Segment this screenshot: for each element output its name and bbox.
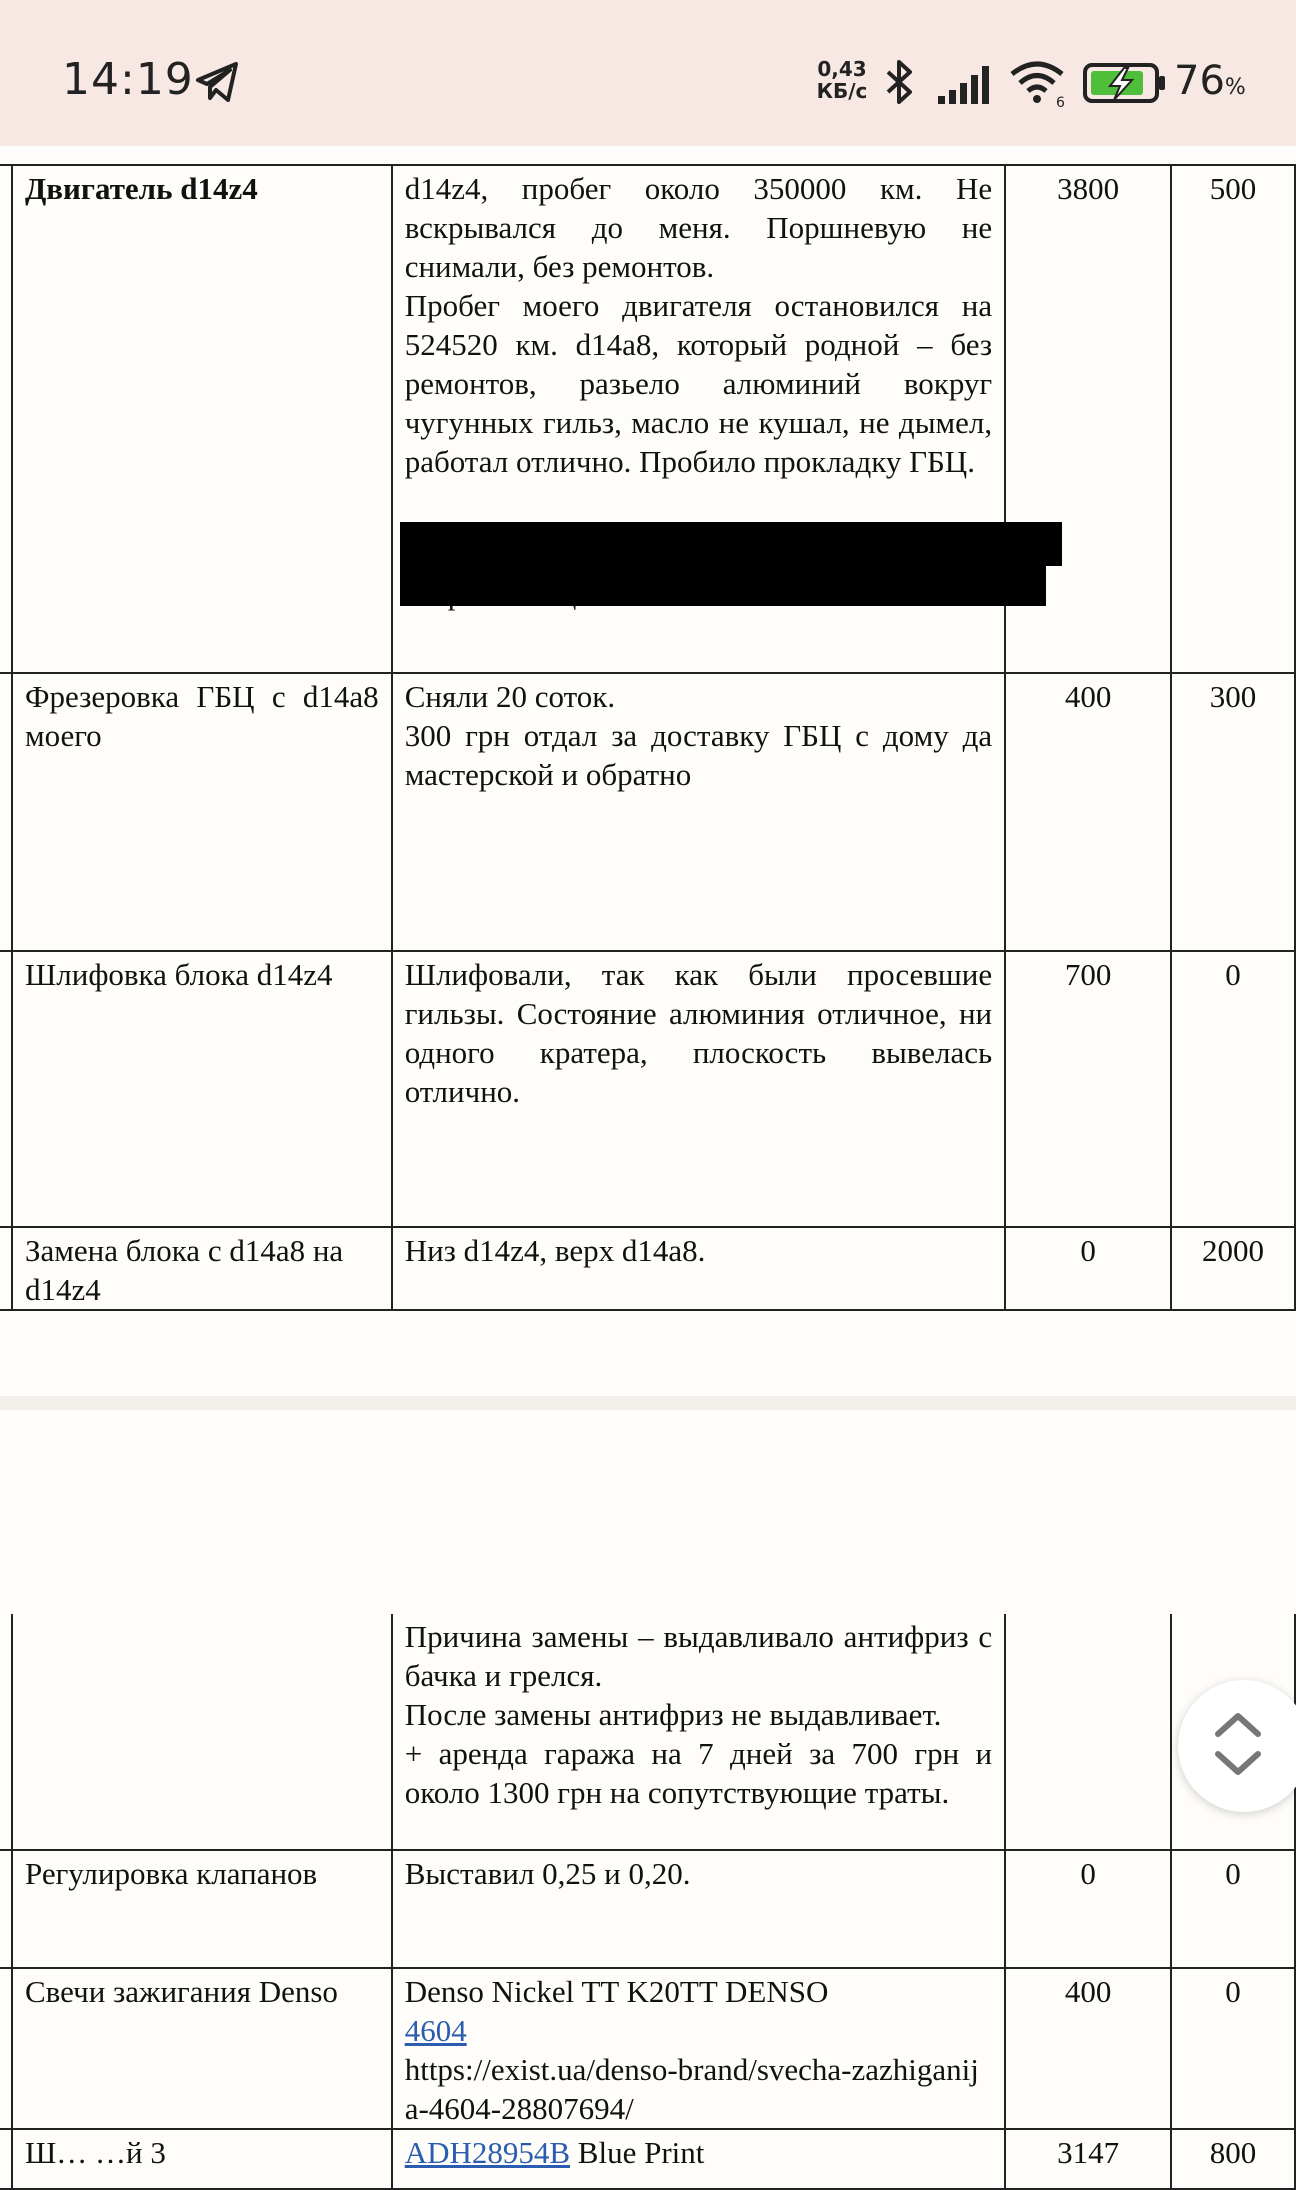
description-text: Причина замены – выдавливало антифриз с бачка и грелся. [404, 1619, 993, 1693]
telegram-icon [196, 60, 240, 104]
item-cell: Шлифовка блока d14z4 [12, 951, 392, 1227]
extra-cell: 0 [1171, 1850, 1295, 1968]
cost-cell: 700 [1005, 951, 1171, 1227]
description-text: Blue Print [570, 2135, 705, 2170]
table-row [0, 951, 1295, 1227]
table-row [0, 2129, 1295, 2189]
description-text: После замены антифриз не выдавливает. [404, 1697, 942, 1732]
table-row [0, 673, 1295, 951]
description-text: Шлифовали, так как были просевшие гильзы. Состояние алюминия отличное, ни одного кратера, плоскость вывелась отлично. [404, 957, 993, 1109]
item-cell: Регулировка клапанов [12, 1850, 392, 1968]
item-cell: Двигатель d14z4 [12, 165, 392, 673]
cost-cell: 3147 [1005, 2129, 1171, 2189]
wifi-label: 6 [1056, 95, 1065, 108]
expenses-table-top [0, 164, 1296, 1311]
status-time: 14:19 [62, 54, 194, 105]
extra-cell: 0 [1171, 1968, 1295, 2129]
description-cell [392, 673, 1005, 951]
description-cell [392, 951, 1005, 1227]
description-cell [392, 1850, 1005, 1968]
extra-cell: 800 [1171, 2129, 1295, 2189]
redaction-bar [400, 562, 1046, 606]
table-row [0, 1850, 1295, 1968]
battery-charging-icon [1082, 62, 1168, 104]
extra-cell: 0 [1171, 951, 1295, 1227]
net-speed-value: 0,43 [817, 57, 867, 81]
description-cell [392, 1614, 1005, 1850]
item-cell: Замена блока с d14a8 на d14z4 [12, 1227, 392, 1310]
item-cell: Свечи зажигания Denso [12, 1968, 392, 2129]
expenses-table-bottom [0, 1614, 1296, 2190]
cost-cell: 0 [1005, 1227, 1171, 1310]
bluetooth-icon [880, 58, 920, 106]
extra-cell: 500 [1171, 165, 1295, 673]
product-url: https://exist.ua/denso-brand/svecha-zazhiganija-4604-28807694/ [404, 2052, 979, 2126]
cost-cell: 400 [1005, 673, 1171, 951]
status-bar [0, 0, 1296, 146]
description-text: Сняли 20 соток. [404, 679, 616, 714]
item-cell: Ш… …й 3 [12, 2129, 392, 2189]
table-row [0, 1614, 1295, 1850]
battery-percent [1174, 58, 1246, 104]
part-number-link[interactable]: ADH28954B [404, 2135, 571, 2170]
item-cell: Фрезеровка ГБЦ с d14a8 моего [12, 673, 392, 951]
cost-cell: 3800 [1005, 165, 1171, 673]
cost-cell: 400 [1005, 1968, 1171, 2129]
signal-icon [936, 64, 994, 104]
description-text: 300 грн отдал за доставку ГБЦ с дому да мастерской и обратно [404, 718, 993, 792]
cost-cell: 0 [1005, 1850, 1171, 1968]
item-cell [12, 1614, 392, 1850]
description-cell [392, 2129, 1005, 2189]
part-number-link[interactable]: 4604 [404, 2013, 467, 2048]
wifi-icon [1006, 58, 1068, 108]
chevron-up-down-icon [1212, 1706, 1264, 1782]
extra-cell: 300 [1171, 673, 1295, 951]
description-text: + аренда гаража на 7 дней за 700 грн и около 1300 грн на сопутствующие траты. [404, 1736, 993, 1810]
redaction-bar [400, 522, 1062, 566]
description-cell [392, 1968, 1005, 2129]
battery-percent-sign: % [1224, 75, 1246, 100]
page-break [0, 1396, 1296, 1410]
table-row [0, 1968, 1295, 2129]
description-cell [392, 1227, 1005, 1310]
battery-percent-value: 76 [1174, 58, 1225, 104]
description-text: Низ d14z4, верх d14a8. [404, 1233, 706, 1268]
description-text: Выставил 0,25 и 0,20. [404, 1856, 691, 1891]
net-speed-unit: КБ/с [816, 79, 868, 103]
table-row [0, 1227, 1295, 1310]
description-text: Пробег моего двигателя остановился на 524520 км. d14a8, который родной – без ремонтов, разьело алюминий вокруг чугунных гильз, масло не кушал, не дымел, работал отлично. Пробило прокладку ГБЦ. [404, 288, 993, 479]
extra-cell: 2000 [1171, 1227, 1295, 1310]
description-text: Denso Nickel TT K20TT DENSO [404, 1974, 829, 2009]
cost-cell [1005, 1614, 1171, 1850]
net-speed [816, 58, 868, 102]
description-text: d14z4, пробег около 350000 км. Не вскрывался до меня. Поршневую не снимали, без ремонтов. [404, 171, 993, 284]
